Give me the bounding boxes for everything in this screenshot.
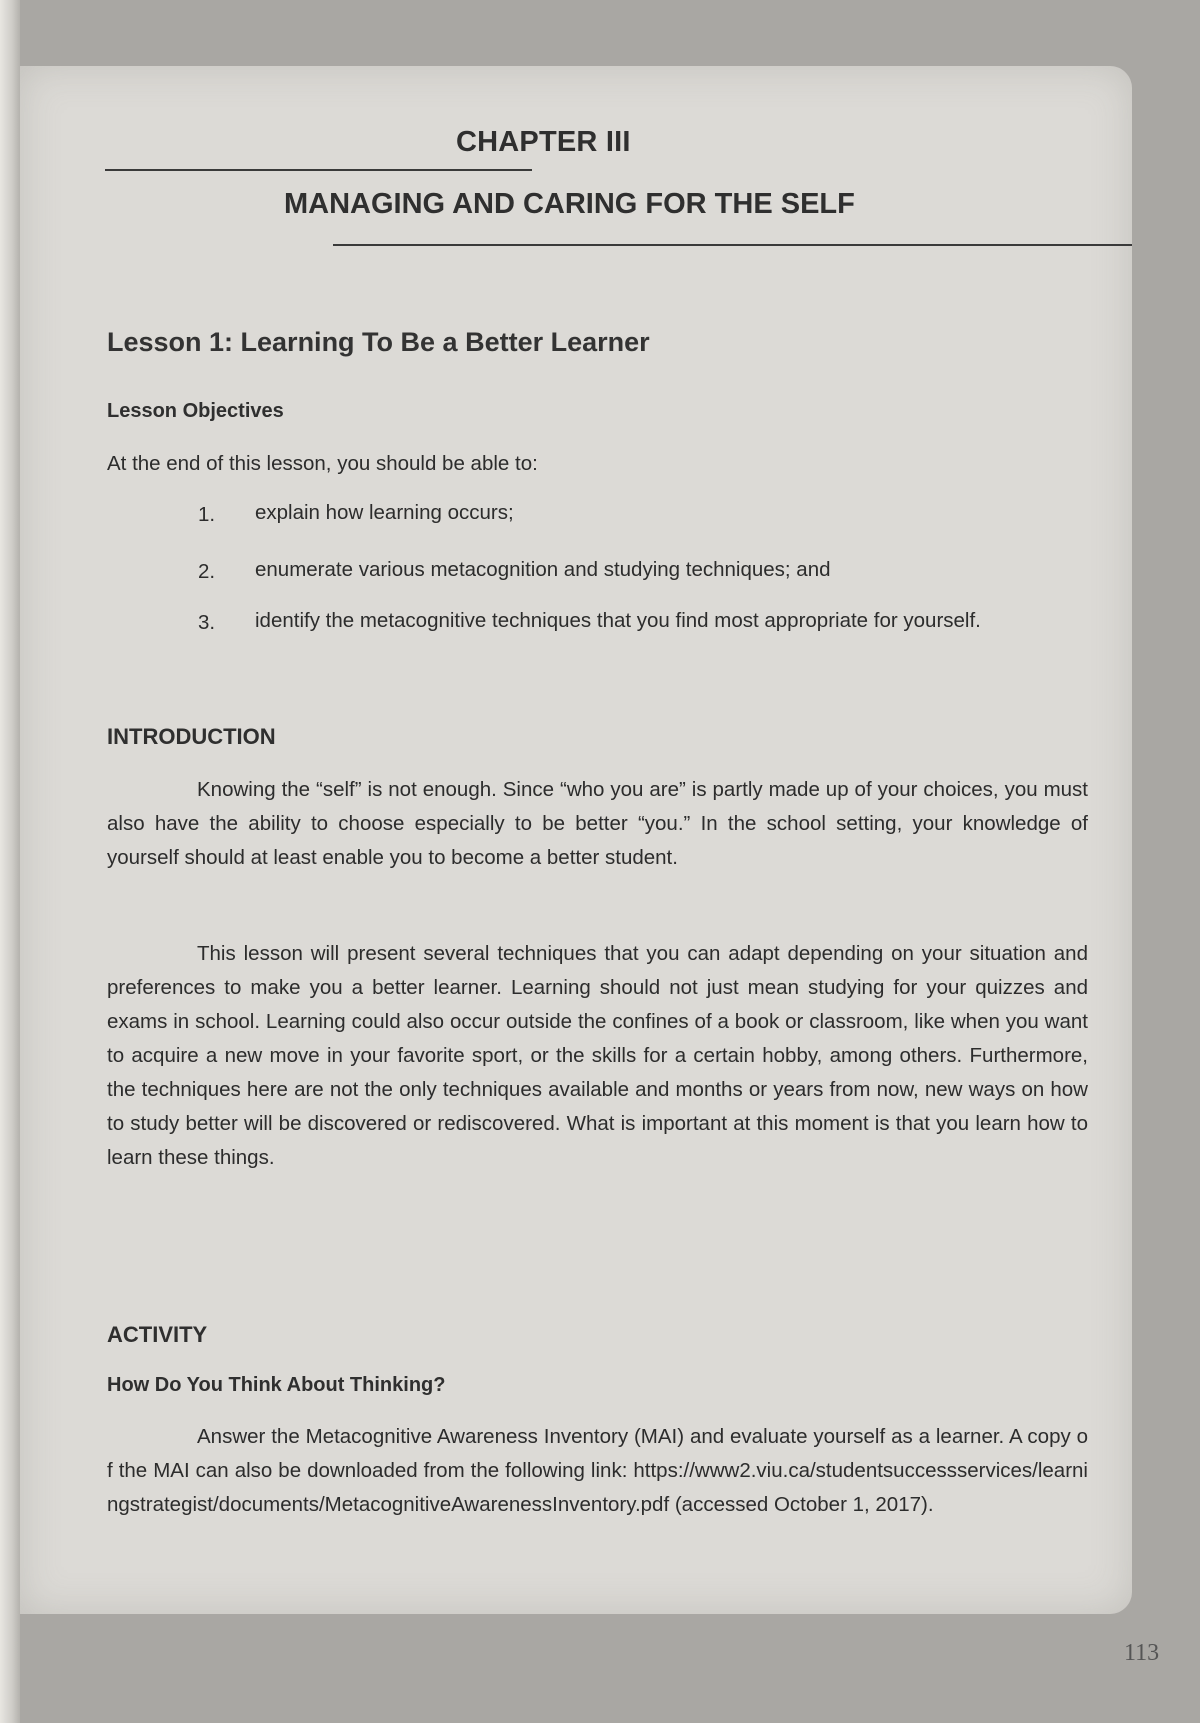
- introduction-paragraph: This lesson will present several techniques that you can adapt depending on your situation and preferences to make you a better learner. Learning should not just mean studying for your quizzes and exams in school. Learning could also occur outside the confines of a book or classroom, like when you want to acquire a new move in your favorite sport, or the skills for a certain hobby, among others. Furthermore, the techniques here are not the only techniques available and months or years from now, new ways on how to study better will be discovered or rediscovered. What is important at this moment is that you learn how to learn these things.: [107, 942, 1088, 1169]
- book-spine: [0, 0, 20, 1723]
- objectives-intro: At the end of this lesson, you should be able to:: [107, 452, 538, 475]
- objective-number: 2.: [198, 560, 216, 583]
- activity-subheading: How Do You Think About Thinking?: [107, 1374, 446, 1396]
- objective-item: identify the metacognitive techniques that you find most appropriate for yourself.: [255, 609, 981, 632]
- objective-number: 3.: [198, 611, 216, 634]
- chapter-title: MANAGING AND CARING FOR THE SELF: [284, 188, 855, 220]
- page-number: 113: [1124, 1640, 1160, 1666]
- chapter-rule-top: [105, 169, 532, 171]
- objective-number: 1.: [198, 503, 216, 526]
- introduction-paragraph: Knowing the “self” is not enough. Since “who you are” is partly made up of your choices, you must also have the ability to choose especially to be better “you.” In the school setting, your knowledge of yourself should at least enable you to become a better student.: [107, 778, 1088, 869]
- lesson-title: Lesson 1: Learning To Be a Better Learner: [107, 327, 650, 357]
- activity-paragraph: Answer the Metacognitive Awareness Inventory (MAI) and evaluate yourself as a learner. A copy of the MAI can also be downloaded from the following link: https://www2.viu.ca/studentsuccessservices/learningstrategist/documents/MetacognitiveAwarenessInventory.pdf (accessed October 1, 2017).: [107, 1425, 1088, 1516]
- chapter-rule-bottom: [333, 244, 1132, 246]
- objective-item: explain how learning occurs;: [255, 501, 514, 524]
- introduction-heading: INTRODUCTION: [107, 724, 276, 749]
- objective-item: enumerate various metacognition and studying techniques; and: [255, 558, 831, 581]
- objectives-heading: Lesson Objectives: [107, 400, 284, 422]
- chapter-number: CHAPTER III: [456, 126, 631, 158]
- activity-heading: ACTIVITY: [107, 1322, 208, 1347]
